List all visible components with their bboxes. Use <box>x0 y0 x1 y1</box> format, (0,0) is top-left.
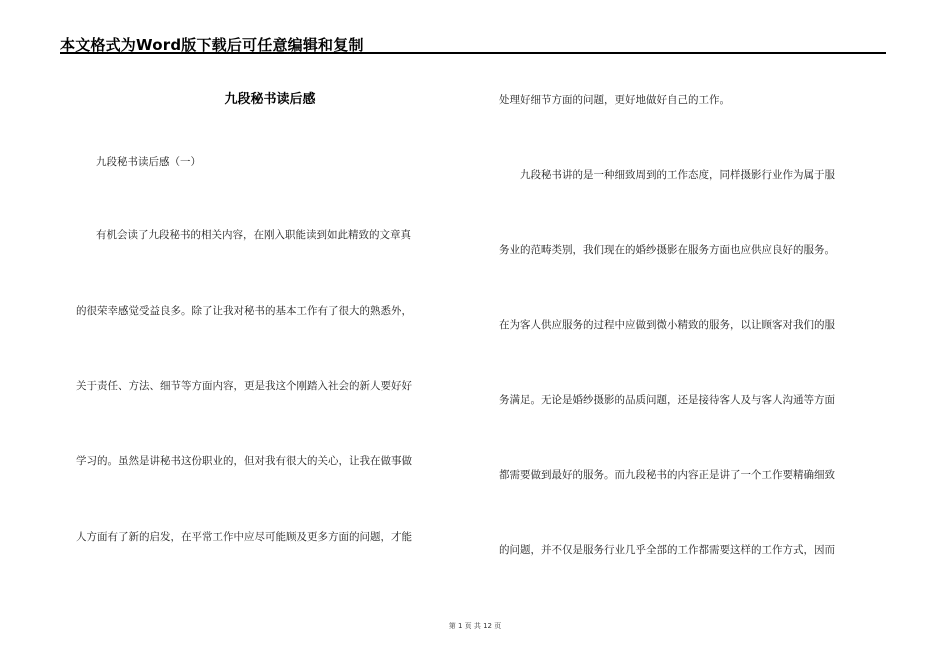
paragraph-line: 关于责任、方法、细节等方面内容，更是我这个刚踏入社会的新人要好好 <box>76 380 412 392</box>
paragraph-line: 处理好细节方面的问题，更好地做好自己的工作。 <box>499 94 730 106</box>
section-subtitle: 九段秘书读后感（一） <box>96 156 201 168</box>
page-number: 第 1 页 共 12 页 <box>448 622 502 630</box>
paragraph-line: 学习的。虽然是讲秘书这份职业的，但对我有很大的关心，让我在做事做 <box>76 455 412 467</box>
paragraph-line: 的问题，并不仅是服务行业几乎全部的工作都需要这样的工作方式，因而 <box>499 544 835 556</box>
document-title: 九段秘书读后感 <box>224 92 316 107</box>
paragraph-line: 务满足。无论是婚纱摄影的品质问题，还是接待客人及与客人沟通等方面 <box>499 394 835 406</box>
banner-divider <box>60 52 886 54</box>
paragraph-line: 人方面有了新的启发，在平常工作中应尽可能顾及更多方面的问题，才能 <box>76 531 412 543</box>
paragraph-line: 都需要做到最好的服务。而九段秘书的内容正是讲了一个工作要精确细致 <box>499 469 835 481</box>
paragraph-line: 九段秘书讲的是一种细致周到的工作态度，同样摄影行业作为属于服 <box>520 169 835 181</box>
paragraph-line: 有机会读了九段秘书的相关内容，在刚入职能读到如此精致的文章真 <box>96 229 411 241</box>
paragraph-line: 务业的范畴类别，我们现在的婚纱摄影在服务方面也应供应良好的服务。 <box>499 244 835 256</box>
paragraph-line: 的很荣幸感觉受益良多。除了让我对秘书的基本工作有了很大的熟悉外， <box>76 305 412 317</box>
download-banner: 本文格式为Word版下载后可任意编辑和复制 <box>60 36 364 54</box>
paragraph-line: 在为客人供应服务的过程中应做到微小精致的服务，以让顾客对我们的服 <box>499 319 835 331</box>
